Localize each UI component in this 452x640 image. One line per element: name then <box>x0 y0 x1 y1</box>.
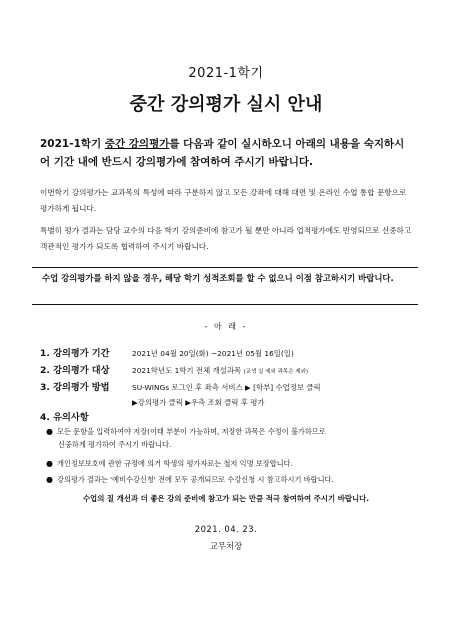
caution-text: 강의평가 결과는 '예비수강신청' 전에 모두 공개되므로 수강신청 시 참고하시기 바랍니다. <box>57 475 334 484</box>
bullet-icon: ● <box>46 459 53 468</box>
item-period <box>40 347 420 361</box>
closing-statement: 수업의 질 개선과 더 좋은 강의 준비에 참고가 되는 만큼 적극 참여하여 주시기 바랍니다. <box>82 494 370 503</box>
intro-highlight: 중간 강의평가 <box>104 138 170 150</box>
bullet-icon: ● <box>46 427 53 436</box>
bullet-icon: ● <box>46 475 53 484</box>
item-period-label: 1. 강의평가 기간 <box>40 348 110 359</box>
intro-prefix: 2021-1학기 <box>40 138 105 150</box>
intro-suffix: 를 다음과 같이 실시하오니 아래의 내용을 숙지하시어 기간 내에 반드시 강의평가에 참여하여 주시기 바랍니다. <box>40 138 405 168</box>
section-divider: - 아 래 - <box>204 322 248 331</box>
notice-text: 수업 강의평가를 하지 않을 경우, 해당 학기 성적조회를 할 수 없으니 이점 참고하시기 바랍니다. <box>42 273 394 283</box>
signature: 교무처장 <box>209 541 243 551</box>
item-period-value: 2021년 04월 20일(화) ~2021년 05월 16일(일) <box>132 349 294 358</box>
item-method <box>40 381 420 395</box>
item-target-label: 2. 강의평가 대상 <box>40 365 110 376</box>
paragraph-integrated-evaluation: 이번학기 강의평가는 교과목의 특성에 따라 구분하지 않고 모든 강좌에 대해 대면 및 온라인 수업 통합 문항으로 평가하게 됩니다. <box>40 188 407 213</box>
caution-item <box>46 424 416 440</box>
caution-item <box>46 456 416 472</box>
intro-paragraph <box>40 135 412 171</box>
caution-text: 개인정보보호에 관한 규정에 의거 학생의 평가자료는 철저 익명 보장합니다. <box>57 459 293 468</box>
document-title: 중간 강의평가 실시 안내 <box>129 94 323 115</box>
caution-text-continuation: 신중하게 평가하여 주시기 바랍니다. <box>58 440 172 449</box>
cautions-heading <box>40 411 420 425</box>
item-method-continuation: ▶강의평가 클릭 ▶우측 조회 클릭 후 평가 <box>132 398 265 407</box>
item-method-value: SU-WINGs 로그인 후 좌측 서비스 ▶ [학부] 수업정보 클릭 <box>132 383 321 392</box>
item-target-value: 2021학년도 1학기 전체 개설과목 <box>132 366 242 375</box>
item-target-note: (교생 실 예외 과목은 제외) <box>243 369 309 375</box>
item-method-label: 3. 강의평가 방법 <box>40 382 110 393</box>
item-target <box>40 364 420 378</box>
paragraph-result-usage: 특별히 평가 결과는 담당 교수의 다음 학기 강의준비에 참고가 될 뿐만 아니라 업적평가에도 반영되므로 신중하고 객관적인 평가가 되도록 협력하여 주시기 바랍니다. <box>40 226 412 251</box>
semester-heading: 2021-1학기 <box>188 66 264 81</box>
notice-box <box>32 267 418 305</box>
issue-date: 2021. 04. 23. <box>194 524 258 534</box>
caution-item <box>46 472 416 488</box>
cautions-label: 4. 유의사항 <box>40 412 89 423</box>
caution-text: 모든 문항을 입력하여야 저장(이태 부분이 가능하며, 저장한 과목은 수정이 불가하므로 <box>57 427 326 436</box>
